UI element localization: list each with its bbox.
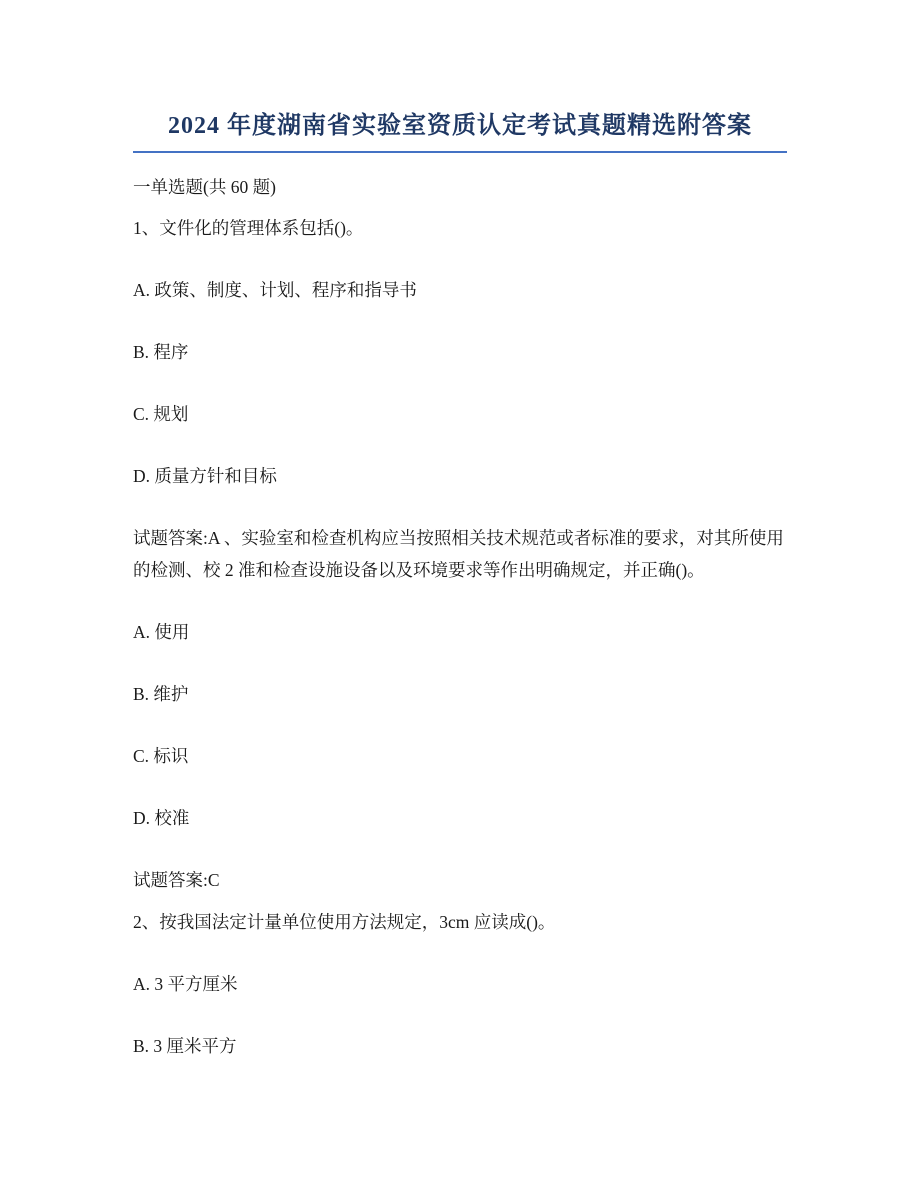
question-2-option-d: D. 校准 — [133, 808, 190, 828]
question-2-option-b: B. 维护 — [133, 684, 189, 704]
question-1-option-b: B. 程序 — [133, 342, 189, 362]
question-1-option-a: A. 政策、制度、计划、程序和指导书 — [133, 280, 417, 300]
question-1-option-c: C. 规划 — [133, 404, 189, 424]
question-3-option-b: B. 3 厘米平方 — [133, 1036, 237, 1056]
answer-1-and-question-stem: 试题答案:A 、实验室和检查机构应当按照相关技术规范或者标准的要求，对其所使用的检测、校 2 准和检查设施设备以及环境要求等作出明确规定，并正确()。 — [133, 528, 784, 580]
question-3-text: 2、按我国法定计量单位使用方法规定，3cm 应读成()。 — [133, 912, 556, 932]
question-2-option-a: A. 使用 — [133, 622, 190, 642]
document-content — [133, 106, 787, 1062]
question-1-text: 1、文件化的管理体系包括()。 — [133, 218, 364, 238]
title-divider — [133, 151, 787, 153]
question-3-option-a: A. 3 平方厘米 — [133, 974, 238, 994]
question-2-option-c: C. 标识 — [133, 746, 189, 766]
page-title: 2024 年度湖南省实验室资质认定考试真题精选附答案 — [168, 113, 752, 139]
section-heading: 一单选题(共 60 题) — [133, 177, 276, 197]
question-1-option-d: D. 质量方针和目标 — [133, 466, 277, 486]
answer-2-text: 试题答案:C — [133, 870, 220, 890]
